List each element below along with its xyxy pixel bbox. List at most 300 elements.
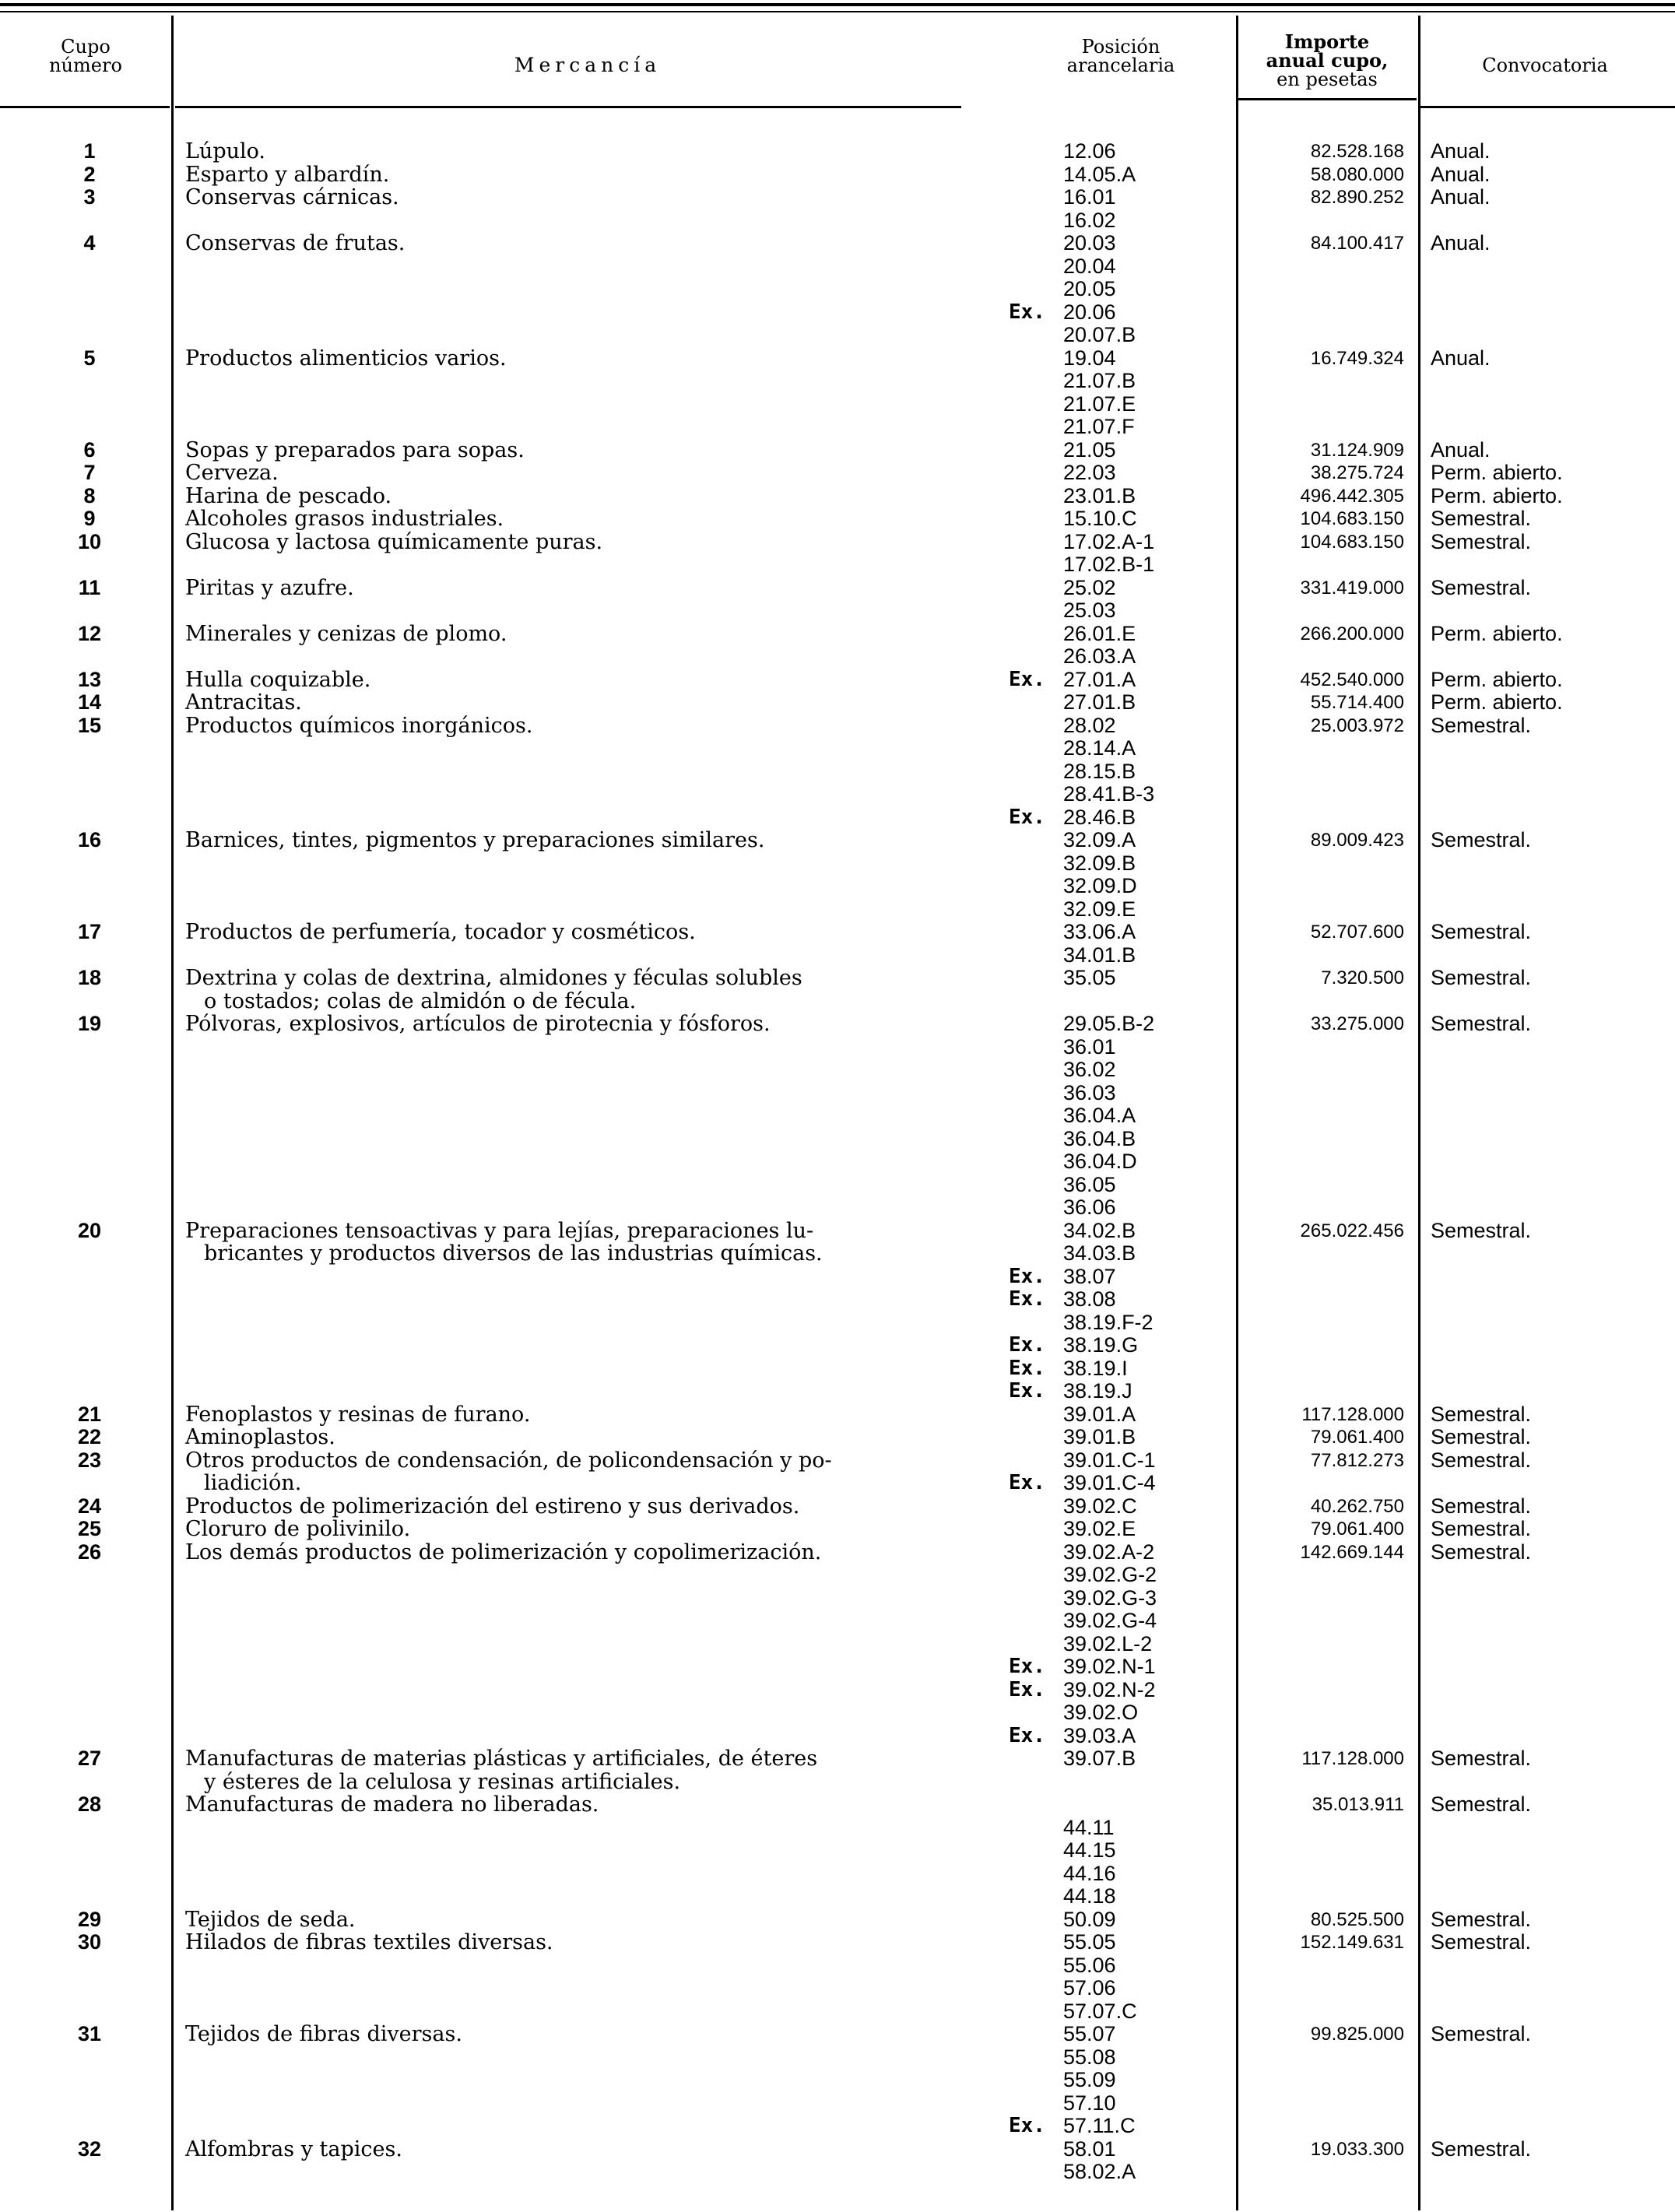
table-row-line [0,1013,1675,1036]
posicion-code: 17.02.A-1 [1063,529,1155,553]
table-row-line [0,553,1675,577]
importe-value: 33.275.000 [1310,1013,1404,1034]
table-row-line [0,1334,1675,1357]
posicion-code: 36.04.A [1063,1104,1136,1127]
table-row [0,1793,1675,1908]
posicion-code: 58.01 [1063,2137,1116,2161]
table-row [0,1426,1675,1449]
table-row-line [0,1587,1675,1610]
table-row [0,623,1675,669]
posicion-code: 20.04 [1063,254,1116,278]
mercancia-text: Pólvoras, explosivos, artículos de pirotecnia y fósforos. [185,1012,771,1036]
cupo-number: 5 [83,346,96,370]
mercancia-text: Los demás productos de polimerización y copolimerización. [185,1540,822,1564]
posicion-code: 29.05.B-2 [1063,1012,1155,1035]
cupo-number: 18 [77,966,102,989]
table-row-line [0,737,1675,760]
mercancia-text: bricantes y productos diversos de las industrias químicas. [204,1241,823,1266]
importe-value: 331.419.000 [1300,577,1404,599]
table-row [0,186,1675,232]
convocatoria-value: Semestral. [1431,507,1532,530]
ex-marker: Ex. [1009,300,1045,324]
table-row-line [0,1725,1675,1748]
cupo-number: 2 [83,162,96,186]
table-row-line [0,2046,1675,2070]
mercancia-text: Glucosa y lactosa químicamente puras. [185,529,603,554]
convocatoria-value: Semestral. [1431,2022,1532,2045]
importe-value: 117.128.000 [1301,1403,1404,1425]
convocatoria-value: Anual. [1431,185,1491,209]
table-row [0,347,1675,439]
table-row-line [0,1357,1675,1381]
posicion-code: 36.01 [1063,1034,1116,1059]
table-row-line [0,370,1675,393]
posicion-code: 21.05 [1063,437,1116,462]
table-row-line [0,1380,1675,1403]
table-row-line [0,829,1675,852]
mercancia-text: Fenoplastos y resinas de furano. [185,1402,531,1427]
table-row-line [0,1403,1675,1427]
table-row-line [0,1311,1675,1335]
posicion-code: 17.02.B-1 [1063,553,1155,576]
posicion-code: 20.03 [1063,231,1116,255]
mercancia-text: Cerveza. [185,461,279,485]
table-row-line [0,531,1675,554]
header-posicion-line: Posición [1081,36,1161,58]
table-row [0,1220,1675,1403]
cupo-number: 21 [77,1402,102,1426]
table-row-line [0,1655,1675,1679]
convocatoria-value: Semestral. [1431,1012,1532,1035]
convocatoria-value: Perm. abierto. [1431,621,1563,645]
convocatoria-value: Perm. abierto. [1431,483,1563,507]
importe-value: 52.707.600 [1310,922,1404,943]
mercancia-text: liadición. [204,1471,302,1495]
posicion-code: 39.02.N-2 [1063,1677,1156,1701]
mercancia-text: Otros productos de condensación, de policondensación y po- [185,1448,832,1473]
header-posicion-line: arancelaria [1066,54,1175,76]
table-row-line [0,1174,1675,1197]
posicion-code: 25.03 [1063,599,1116,622]
posicion-code: 39.07.B [1063,1747,1136,1770]
table-row-line [0,462,1675,485]
posicion-code: 39.02.E [1063,1517,1136,1540]
posicion-code: 39.02.G-3 [1063,1585,1157,1610]
importe-value: 265.022.456 [1300,1220,1404,1241]
importe-value: 77.812.273 [1310,1449,1404,1471]
mercancia-text: o tostados; colas de almidón o de fécula. [204,988,637,1013]
convocatoria-value: Anual. [1431,437,1491,462]
header-importe-line: en pesetas [1276,68,1378,90]
table-row-line [0,301,1675,325]
table-row-line [0,1266,1675,1289]
cupo-number: 19 [77,1012,102,1035]
mercancia-text: Minerales y cenizas de plomo. [185,621,507,646]
cupo-number: 11 [78,575,101,599]
posicion-code: 21.07.E [1063,391,1136,416]
posicion-code: 20.07.B [1063,323,1136,346]
posicion-code: 57.10 [1063,2091,1116,2115]
table-row-line [0,1449,1675,1473]
table-row-line [0,1128,1675,1151]
table-row [0,921,1675,967]
posicion-code: 57.11.C [1063,2114,1136,2137]
table-row-line [0,347,1675,370]
table-row [0,140,1675,163]
convocatoria-value: Semestral. [1431,1494,1532,1518]
convocatoria-value: Semestral. [1431,1517,1532,1540]
table-row-line [0,1817,1675,1840]
posicion-code: 39.02.O [1063,1701,1139,1724]
cupo-number: 30 [77,1930,102,1954]
table-row-line [0,1747,1675,1771]
posicion-code: 32.09.A [1063,828,1136,851]
posicion-code: 20.05 [1063,277,1116,300]
posicion-code: 57.07.C [1063,1999,1137,2023]
posicion-code: 15.10.C [1063,507,1137,530]
table-row-line [0,1150,1675,1174]
posicion-code: 38.07 [1063,1264,1116,1288]
importe-value: 55.714.400 [1310,692,1404,713]
table-row [0,1403,1675,1427]
posicion-code: 39.02.A-2 [1063,1540,1155,1564]
posicion-code: 39.01.A [1063,1402,1136,1426]
posicion-code: 28.14.A [1063,736,1136,760]
table-row-line [0,1288,1675,1311]
posicion-code: 39.01.B [1063,1425,1136,1448]
table-row-line [0,967,1675,990]
table-row-line [0,1679,1675,1702]
header-cupo [23,37,148,75]
posicion-code: 39.02.C [1063,1494,1137,1518]
top-rule-thin [0,11,1675,12]
header-posicion [1004,37,1238,75]
convocatoria-value: Semestral. [1431,1425,1532,1448]
mercancia-text: Sopas y preparados para sopas. [185,437,525,462]
posicion-code: 27.01.A [1063,667,1136,691]
header-cupo-line: Cupo [61,36,111,58]
table-row-line [0,1564,1675,1587]
importe-value: 152.149.631 [1300,1932,1404,1953]
table-row [0,829,1675,921]
cupo-number: 8 [83,483,96,507]
importe-value: 7.320.500 [1321,967,1404,988]
table-row-line [0,645,1675,669]
table-row-line [0,416,1675,439]
convocatoria-value: Semestral. [1431,1540,1532,1564]
cupo-number: 9 [83,507,96,530]
posicion-code: 38.19.F-2 [1063,1310,1154,1334]
table-row-line [0,1633,1675,1656]
table-row-line [0,1977,1675,2000]
table-row-line [0,2069,1675,2092]
posicion-code: 55.05 [1063,1930,1116,1954]
header-rule-convocatoria [1420,106,1675,108]
mercancia-text: Lúpulo. [185,139,265,163]
cupo-number: 16 [77,828,102,851]
cupo-number: 14 [77,690,102,714]
posicion-code: 27.01.B [1063,690,1136,714]
table-row [0,1013,1675,1220]
cupo-number: 24 [77,1494,102,1518]
posicion-code: 55.09 [1063,2068,1116,2091]
importe-value: 58.080.000 [1310,163,1404,185]
mercancia-text: Productos alimenticios varios. [185,346,507,370]
header-convocatoria: Convocatoria [1482,54,1608,76]
table-row-line [0,163,1675,187]
table-row-line [0,599,1675,623]
table-row-line [0,485,1675,508]
table-row-line [0,1518,1675,1541]
table-row-line [0,1104,1675,1128]
table-row-line [0,1426,1675,1449]
table-row-line [0,2000,1675,2024]
posicion-code: 44.15 [1063,1838,1116,1862]
importe-value: 40.262.750 [1310,1495,1404,1517]
mercancia-text: Preparaciones tensoactivas y para lejías, preparaciones lu- [185,1218,814,1243]
table-row [0,669,1675,692]
header-rule-mercancia [175,106,961,108]
posicion-code: 23.01.B [1063,483,1136,507]
posicion-code: 32.09.E [1063,897,1136,921]
table-row-line [0,1793,1675,1817]
table-row-line [0,1931,1675,1954]
posicion-code: 34.02.B [1063,1218,1136,1242]
table-row-line [0,577,1675,600]
importe-value: 117.128.000 [1301,1748,1404,1769]
mercancia-text: Alcoholes grasos industriales. [185,507,504,531]
table-row-line [0,1220,1675,1243]
cupo-number: 17 [77,920,102,943]
convocatoria-value: Semestral. [1431,529,1532,553]
table-row-line [0,1954,1675,1978]
table-row-line [0,393,1675,416]
table-row [0,232,1675,347]
header-rule-cupo [0,106,170,108]
posicion-code: 28.41.B-3 [1063,782,1155,806]
cupo-number: 28 [77,1792,102,1816]
table-row [0,1495,1675,1519]
convocatoria-value: Anual. [1431,162,1491,186]
header-importe-line: anual cupo, [1266,49,1389,72]
posicion-code: 36.06 [1063,1196,1116,1219]
table-row-line [0,2161,1675,2184]
mercancia-text: Alfombras y tapices. [185,2137,402,2161]
posicion-code: 34.03.B [1063,1241,1136,1265]
posicion-code: 39.01.C-1 [1063,1448,1156,1472]
posicion-code: 38.19.I [1063,1356,1128,1380]
mercancia-text: Hulla coquizable. [185,667,371,692]
header-mercancia: Mercancía [514,54,662,76]
cupo-number: 27 [77,1747,102,1770]
convocatoria-value: Semestral. [1431,1747,1532,1770]
cupo-number: 1 [83,139,96,163]
table-row-line [0,2023,1675,2046]
mercancia-text: Esparto y albardín. [185,162,390,187]
table-row-line [0,1036,1675,1059]
mercancia-text: Barnices, tintes, pigmentos y preparaciones similares. [185,828,765,852]
table-row-line [0,255,1675,279]
convocatoria-value: Perm. abierto. [1431,667,1563,691]
mercancia-text: Manufacturas de madera no liberadas. [185,1792,599,1817]
table-row [0,967,1675,1013]
posicion-code: 36.04.B [1063,1126,1136,1150]
convocatoria-value: Semestral. [1431,1792,1532,1816]
table-row-line [0,232,1675,255]
mercancia-text: Cloruro de polivinilo. [185,1517,411,1541]
table-row-line [0,898,1675,922]
posicion-code: 38.19.G [1063,1333,1139,1357]
convocatoria-value: Semestral. [1431,1930,1532,1954]
posicion-code: 14.05.A [1063,162,1136,186]
posicion-code: 21.07.F [1063,415,1135,438]
ex-marker: Ex. [1009,1287,1045,1311]
cupo-number: 10 [77,529,102,553]
table-row-line [0,2138,1675,2161]
table-row-line [0,875,1675,898]
posicion-code: 16.02 [1063,208,1116,232]
mercancia-text: Conservas cárnicas. [185,185,399,209]
table-row-line [0,1701,1675,1725]
importe-value: 496.442.305 [1300,485,1404,507]
table-row [0,462,1675,485]
importe-value: 35.013.911 [1312,1794,1404,1815]
mercancia-text: Harina de pescado. [185,483,392,508]
importe-value: 79.061.400 [1310,1427,1404,1448]
posicion-code: 26.03.A [1063,644,1136,668]
table-row [0,2138,1675,2184]
posicion-code: 36.05 [1063,1172,1116,1196]
mercancia-text: Aminoplastos. [185,1425,335,1449]
mercancia-text: Tejidos de seda. [185,1907,356,1932]
ex-marker: Ex. [1009,1379,1045,1403]
table-row-line [0,921,1675,944]
cupo-number: 22 [77,1425,102,1448]
importe-value: 104.683.150 [1300,508,1404,529]
header-rule-importe [1238,98,1417,100]
convocatoria-value: Semestral. [1431,713,1532,737]
table-row [0,1449,1675,1495]
posicion-code: 39.01.C-4 [1063,1471,1156,1494]
convocatoria-value: Semestral. [1431,2137,1532,2161]
table-row-line [0,1196,1675,1220]
ex-marker: Ex. [1009,1471,1045,1494]
mercancia-text: Dextrina y colas de dextrina, almidones y féculas solubles [185,966,802,990]
convocatoria-value: Anual. [1431,346,1491,370]
posicion-code: 32.09.B [1063,851,1136,875]
posicion-code: 28.02 [1063,713,1116,737]
convocatoria-value: Semestral. [1431,966,1532,989]
table-row-line [0,669,1675,692]
table-row [0,439,1675,462]
posicion-code: 19.04 [1063,346,1116,370]
header-cupo-line: número [49,54,122,76]
cupo-number: 13 [77,667,102,691]
posicion-code: 21.07.B [1063,369,1136,392]
importe-value: 84.100.417 [1310,233,1404,254]
ex-marker: Ex. [1009,1356,1045,1380]
posicion-code: 28.15.B [1063,759,1136,783]
ex-marker: Ex. [1009,1655,1045,1678]
table-row [0,1931,1675,2023]
posicion-code: 55.07 [1063,2022,1116,2045]
posicion-code: 36.03 [1063,1080,1116,1104]
convocatoria-value: Perm. abierto. [1431,690,1563,714]
table-row [0,1518,1675,1541]
table-row-line [0,1082,1675,1105]
cupo-number: 26 [77,1540,102,1564]
table-row-line [0,2092,1675,2115]
posicion-code: 57.06 [1063,1976,1116,2000]
table-row-line [0,1472,1675,1495]
posicion-code: 39.02.G-4 [1063,1609,1157,1632]
table-row [0,691,1675,715]
table-row-line [0,507,1675,531]
cupo-number: 4 [83,231,96,255]
table-row-line [0,783,1675,806]
posicion-code: 25.02 [1063,575,1116,599]
ex-marker: Ex. [1009,1723,1045,1747]
ex-marker: Ex. [1009,1264,1045,1288]
table-row-line [0,691,1675,715]
table-row [0,507,1675,531]
mercancia-text: y ésteres de la celulosa y resinas artificiales. [204,1769,681,1794]
posicion-code: 39.02.L-2 [1063,1631,1153,1655]
mercancia-text: Antracitas. [185,690,302,715]
table-row-line [0,1242,1675,1266]
posicion-code: 38.19.J [1063,1379,1132,1403]
table-row-line [0,140,1675,163]
ex-marker: Ex. [1009,667,1045,691]
table-row [0,1908,1675,1932]
table-row [0,1747,1675,1793]
table-row [0,163,1675,187]
posicion-code: 22.03 [1063,461,1116,484]
posicion-code: 58.02.A [1063,2160,1136,2183]
table-row-line [0,760,1675,784]
importe-value: 19.033.300 [1310,2138,1404,2160]
importe-value: 31.124.909 [1310,439,1404,461]
posicion-code: 44.11 [1063,1815,1115,1839]
ex-marker: Ex. [1009,805,1045,829]
table-row-line [0,439,1675,462]
ex-marker: Ex. [1009,2114,1045,2137]
mercancia-text: Productos de perfumería, tocador y cosméticos. [185,920,696,944]
posicion-code: 34.01.B [1063,943,1136,967]
mercancia-text: Hilados de fibras textiles diversas. [185,1930,553,1954]
convocatoria-value: Semestral. [1431,828,1532,851]
table-row [0,2023,1675,2138]
table-row-line [0,2115,1675,2138]
posicion-code: 39.02.N-1 [1063,1655,1156,1678]
importe-value: 142.669.144 [1300,1541,1404,1563]
cupo-number: 7 [83,461,96,484]
convocatoria-value: Perm. abierto. [1431,461,1563,484]
importe-value: 16.749.324 [1310,347,1404,369]
header-importe-line: Importe [1284,30,1370,53]
top-rule-thick [0,3,1675,6]
table-row-line [0,1908,1675,1932]
posicion-code: 26.01.E [1063,621,1136,645]
importe-value: 99.825.000 [1310,2024,1404,2045]
posicion-code: 39.02.G-2 [1063,1563,1157,1586]
posicion-code: 12.06 [1063,139,1116,163]
table-row [0,1541,1675,1748]
table-row-line [0,623,1675,646]
posicion-code: 33.06.A [1063,920,1136,943]
cupo-number: 3 [83,185,96,209]
cupo-number: 32 [77,2137,102,2161]
